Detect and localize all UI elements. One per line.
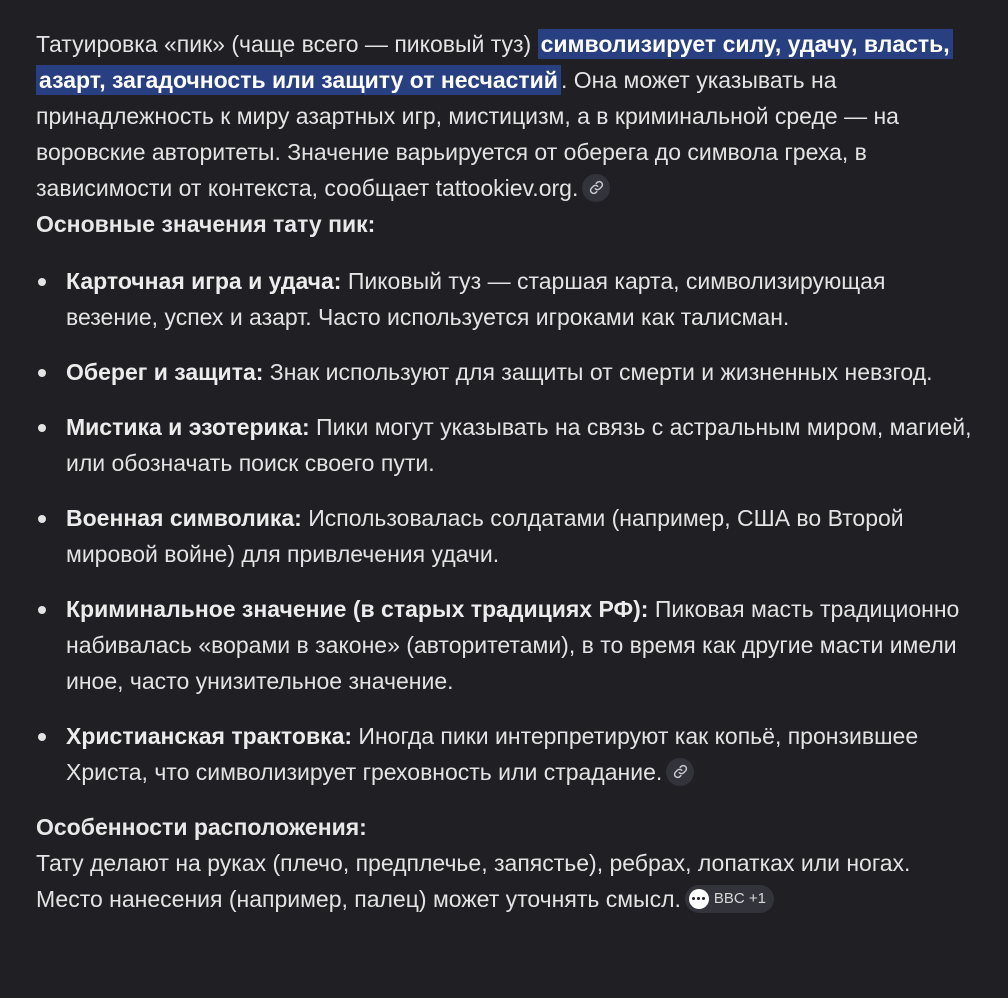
list-item-title: Христианская трактовка: [66,723,353,749]
main-meanings-heading: Основные значения тату пик: [36,211,376,237]
source-favicon-icon [689,889,709,909]
list-item [36,409,972,481]
list-item [36,500,972,572]
list-item-title: Карточная игра и удача: [66,268,342,294]
placement-text: Тату делают на руках (плечо, предплечье, запястье), ребрах, лопатках или ногах. Место нанесения (например, палец) может уточнять смысл. [36,850,911,912]
list-item-text: Иногда пики интерпретируют как копьё, пронзившее Христа, что символизирует греховность или страдание. [66,723,919,785]
link-icon [673,764,688,779]
list-item [36,354,972,390]
list-item-text: Знак используют для защиты от смерти и жизненных невзгод. [263,359,933,385]
citation-link-button-1[interactable] [582,174,610,202]
list-item-text: Пики могут указывать на связь с астральным миром, магией, или обозначать поиск своего пути. [66,414,972,476]
source-chip-button[interactable] [685,885,774,913]
list-item-text: Пиковая масть традиционно набивалась «ворами в законе» (авторитетами), в то время как другие масти имели иное, часто унизительное значение. [66,596,960,694]
bullet-icon [38,278,46,286]
placement-paragraph [36,845,972,917]
citation-link-button-2[interactable] [666,758,694,786]
list-item-text: Пиковый туз — старшая карта, символизирующая везение, успех и азарт. Часто используется игроками как талисман. [66,268,886,330]
bullet-icon [38,733,46,741]
bullet-icon [38,424,46,432]
list-item-text: Использовалась солдатами (например, США во Второй мировой войне) для привлечения удачи. [66,505,904,567]
list-item [36,718,972,790]
list-item-title: Мистика и эзотерика: [66,414,310,440]
source-label: BBC [713,889,745,907]
intro-text-after: . Она может указывать на принадлежность к миру азартных игр, мистицизм, а в криминальной среде — на воровские авторитеты. Значение варьируется от оберега до символа греха, в зависимости от контекста, сообщает tattookiev.org. [36,67,899,201]
placement-heading: Особенности расположения: [36,814,367,840]
highlighted-phrase: символизирует силу, удачу, власть, азарт, загадочность или защиту от несчастий [36,29,953,95]
bullet-icon [38,369,46,377]
bullet-icon [38,606,46,614]
list-item-title: Оберег и защита: [66,359,264,385]
source-more-count: +1 [748,889,767,907]
bullet-icon [38,515,46,523]
intro-paragraph [36,26,972,206]
link-icon [589,180,604,195]
list-item [36,591,972,699]
intro-text-before: Татуировка «пик» (чаще всего — пиковый туз) [36,31,538,57]
list-item-title: Криминальное значение (в старых традициях РФ): [66,596,649,622]
list-item [36,263,972,335]
meanings-list [36,263,972,790]
list-item-title: Военная символика: [66,505,302,531]
